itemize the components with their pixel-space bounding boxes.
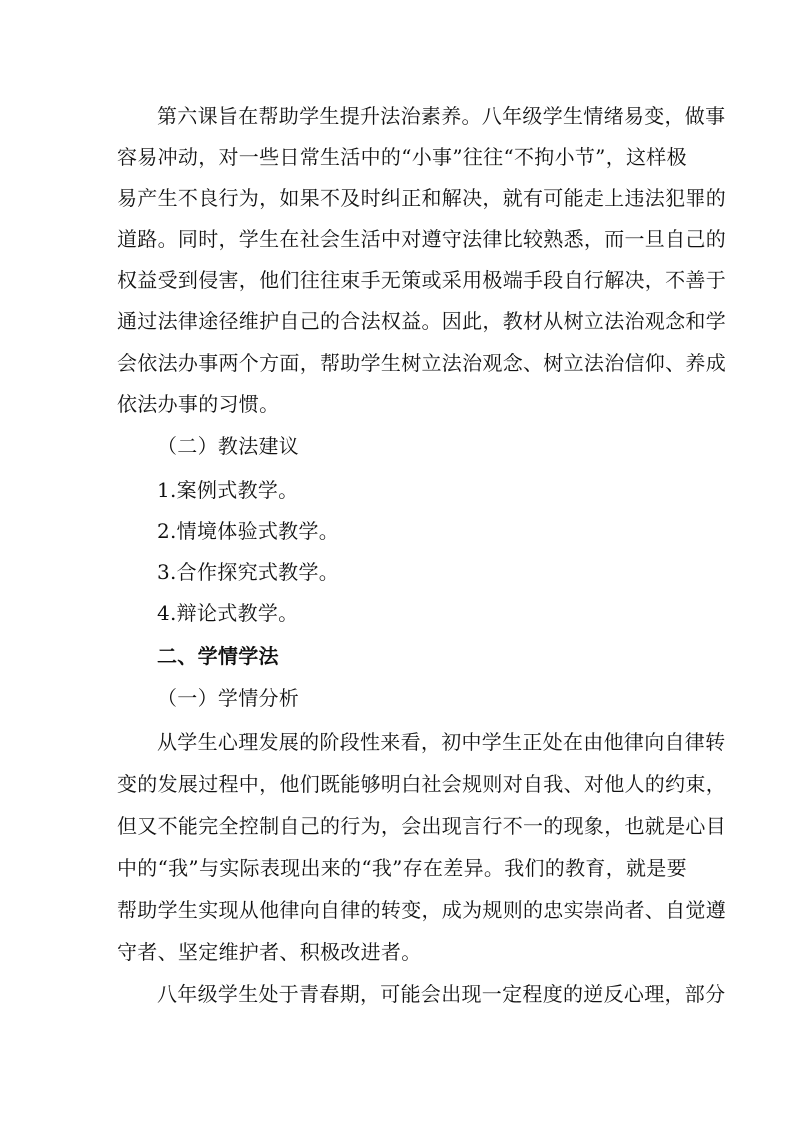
paragraph-line: 守者、坚定维护者、积极改进者。 bbox=[117, 940, 422, 964]
paragraph-line: 第六课旨在帮助学生提升法治素养。八年级学生情绪易变，做事 bbox=[157, 104, 726, 128]
paragraph-line: 中的“我”与实际表现出来的“我”存在差异。我们的教育，就是要 bbox=[117, 856, 687, 880]
paragraph-line: 八年级学生处于青春期，可能会出现一定程度的逆反心理，部分 bbox=[157, 982, 726, 1006]
subheading-learning-analysis: （一）学情分析 bbox=[157, 686, 300, 710]
section-heading: 二、学情学法 bbox=[157, 644, 279, 668]
paragraph-line: 帮助学生实现从他律向自律的转变，成为规则的忠实崇尚者、自觉遵 bbox=[117, 898, 726, 922]
paragraph-line: 但又不能完全控制自己的行为，会出现言行不一的现象，也就是心目 bbox=[117, 814, 726, 838]
paragraph-line: 道路。同时，学生在社会生活中对遵守法律比较熟悉，而一旦自己的 bbox=[117, 227, 726, 251]
paragraph-line: 容易冲动，对一些日常生活中的“小事”往往“不拘小节”，这样极 bbox=[117, 145, 687, 169]
list-item: 3.合作探究式教学。 bbox=[157, 560, 340, 584]
paragraph-line: 会依法办事两个方面，帮助学生树立法治观念、树立法治信仰、养成 bbox=[117, 351, 726, 375]
paragraph-line: 通过法律途径维护自己的合法权益。因此，教材从树立法治观念和学 bbox=[117, 309, 726, 333]
list-item: 4.辩论式教学。 bbox=[157, 601, 299, 625]
paragraph-line: 易产生不良行为，如果不及时纠正和解决，就有可能走上违法犯罪的 bbox=[117, 186, 726, 210]
list-item: 2.情境体验式教学。 bbox=[157, 519, 340, 543]
subheading-teaching-suggestions: （二）教法建议 bbox=[157, 434, 300, 458]
paragraph-line: 权益受到侵害，他们往往束手无策或采用极端手段自行解决，不善于 bbox=[117, 268, 726, 292]
paragraph-line: 变的发展过程中，他们既能够明白社会规则对自我、对他人的约束， bbox=[117, 772, 726, 796]
paragraph-line: 依法办事的习惯。 bbox=[117, 392, 280, 416]
list-item: 1.案例式教学。 bbox=[157, 478, 299, 502]
paragraph-line: 从学生心理发展的阶段性来看，初中学生正处在由他律向自律转 bbox=[157, 730, 726, 754]
